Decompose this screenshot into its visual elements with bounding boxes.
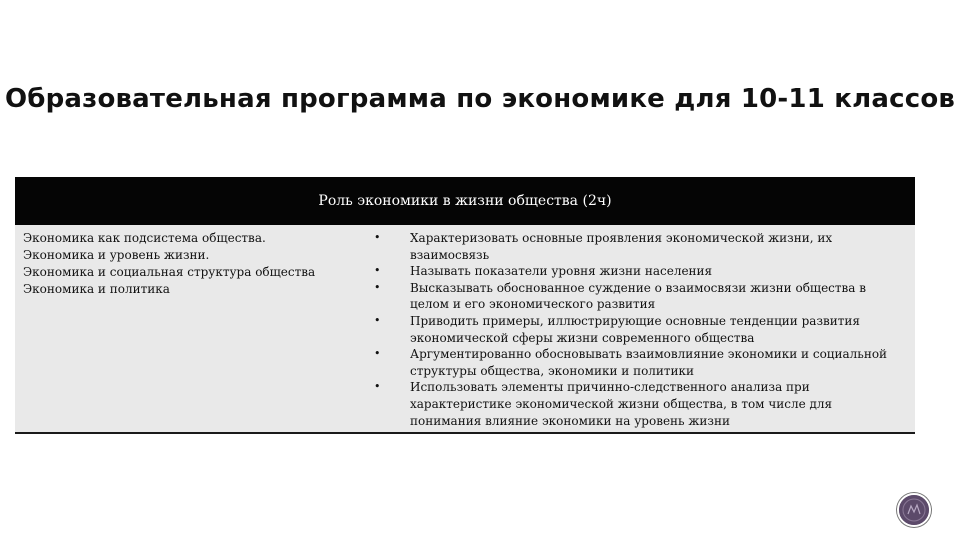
table-header — [15, 177, 915, 225]
skill-text: Называть показатели уровня жизни населения — [410, 264, 713, 279]
skill-item — [368, 379, 903, 429]
round-logo-icon — [897, 493, 931, 527]
skill-item — [368, 346, 903, 379]
skill-text: Аргументированно обосновывать взаимовлияние экономики и социальной структуры общества, экономики и политики — [410, 347, 888, 378]
slide-title: Образовательная программа по экономике для 10-11 классов — [4, 84, 956, 114]
skill-item — [368, 263, 903, 280]
program-table — [15, 177, 915, 434]
topic-item: Экономика и уровень жизни. — [23, 248, 210, 262]
skill-text: Использовать элементы причинно-следственного анализа при характеристике экономической жизни общества, в том числе для понимания влияние экономики на уровень жизни — [410, 380, 833, 428]
skill-text: Приводить примеры, иллюстрирующие основные тенденции развития экономической сферы жизни современного общества — [410, 313, 860, 345]
bullet-icon: • — [374, 231, 381, 244]
skill-text: Характеризовать основные проявления экономической жизни, их взаимосвязь — [410, 231, 833, 262]
table-body — [15, 225, 915, 434]
topic-item: Экономика и политика — [23, 282, 170, 296]
section-title: Роль экономики в жизни общества (2ч) — [318, 193, 612, 209]
skills-column — [368, 225, 915, 429]
topic-item: Экономика и социальная структура общества — [23, 265, 316, 279]
bullet-icon: • — [374, 264, 381, 278]
topics-column — [15, 225, 368, 429]
bullet-icon: • — [374, 347, 381, 361]
logo-graphic-icon — [899, 495, 929, 525]
bullet-icon: • — [374, 280, 381, 294]
topic-item: Экономика как подсистема общества. — [23, 231, 266, 245]
bullet-icon: • — [374, 380, 381, 394]
skill-item — [368, 313, 903, 346]
bullet-icon: • — [374, 313, 381, 327]
skill-item — [368, 280, 903, 313]
skill-text: Высказывать обоснованное суждение о взаимосвязи жизни общества в целом и его экономического развития — [410, 280, 867, 312]
skill-item — [368, 230, 903, 263]
